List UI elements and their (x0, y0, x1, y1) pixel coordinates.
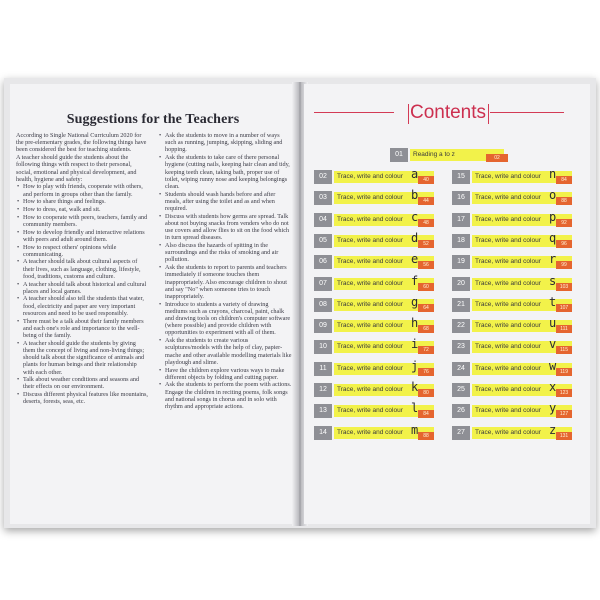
paragraph: A teacher should guide the students about the following things with respect to their personal, social, emotional and physical development, and health, hygiene and safety: (16, 154, 137, 183)
chapter-letter: f (411, 273, 419, 288)
bullet-item: • Ask the students to perform the poem with actions. Engage the children in reciting poems, folk songs and national songs in chorus and in solo with rhythm and appropriate actions. (158, 381, 292, 410)
page-number: 111 (556, 325, 572, 333)
chapter-label: Trace, write and colour (334, 299, 434, 311)
chapter-letter: d (411, 230, 419, 245)
chapter-number: 14 (314, 426, 332, 440)
bullet-item: • Ask the students to take care of there personal hygiene (cutting nails, keeping hair clean and tidy, keeping teeth clean, taking bath, proper use of toilet, wiping runny nose and keeping belongings clean. (158, 154, 292, 190)
chapter-letter: z (549, 422, 557, 437)
chapter-number: 09 (314, 319, 332, 333)
chapter-number: 15 (452, 170, 470, 184)
chapter-number: 16 (452, 191, 470, 205)
chapter-label: Trace, write and colour (334, 363, 434, 375)
bullet-item: • A teacher should talk about historical and cultural places and local games. (16, 281, 148, 295)
chapter-number: 25 (452, 383, 470, 397)
page-number: 99 (556, 261, 572, 269)
chapter-label: Trace, write and colour (334, 341, 434, 353)
chapter-label: Trace, write and colour (334, 384, 434, 396)
bullet-item: • A teacher should also tell the students that water, food, electricity and paper are very important resources and need to be used responsibly. (16, 295, 148, 317)
chapter-number: 27 (452, 426, 470, 440)
chapter-number: 11 (314, 362, 332, 376)
chapter-label: Trace, write and colour (472, 341, 572, 353)
chapter-number: 08 (314, 298, 332, 312)
chapter-number: 07 (314, 277, 332, 291)
chapter-number: 26 (452, 404, 470, 418)
chapter-number: 13 (314, 404, 332, 418)
chapter-label: Reading a to z (410, 149, 504, 161)
chapter-letter: r (549, 252, 557, 267)
bullet-item: • Ask the students to report to parents and teachers immediately if someone touches them inappropriately. Also encourage children to shout and say "No" when someone tries to touch inappropriately. (158, 264, 292, 300)
bullet-item: • How to play with friends, cooperate with others, and perform in groups other than the family. (16, 183, 148, 197)
text-column-1 (16, 132, 148, 406)
page-number: 76 (418, 368, 434, 376)
open-book (4, 78, 596, 528)
chapter-letter: o (549, 188, 557, 203)
chapter-letter: a (411, 167, 419, 181)
title-bracket-right (488, 104, 489, 124)
bullet-item: • Ask the students to create various sculptures/models with the help of clay, papier-mache and other available modelling materials like playdough and slime. (158, 337, 292, 366)
chapter-label: Trace, write and colour (472, 299, 572, 311)
page-number: 84 (418, 410, 434, 418)
page-number: 44 (418, 197, 434, 205)
chapter-label: Trace, write and colour (472, 192, 572, 204)
chapter-letter: y (549, 401, 557, 416)
bullet-item: • Also discuss the hazards of spitting in the surroundings and the risks of smoking and air pollution. (158, 242, 292, 264)
bullet-item: • Discuss with students how germs are spread. Talk about not buying snacks from venders who do not use covers and allow flies to sit on the food which in turn spread diseases. (158, 213, 292, 242)
bullet-item: • Ask the students to move in a number of ways such as running, jumping, skipping, sliding and hopping. (158, 132, 292, 154)
chapter-letter: p (549, 209, 557, 224)
page-number: 68 (418, 325, 434, 333)
page-number: 96 (556, 240, 572, 248)
page-number: 103 (556, 283, 572, 291)
chapter-label: Trace, write and colour (334, 171, 434, 183)
page-number: 48 (418, 219, 434, 227)
chapter-number: 02 (314, 170, 332, 184)
bullet-item: • How to share things and feelings. (16, 198, 148, 205)
chapter-label: Trace, write and colour (472, 256, 572, 268)
chapter-letter: t (549, 294, 557, 309)
right-page (304, 84, 590, 524)
chapter-letter: j (411, 358, 419, 373)
chapter-number: 17 (452, 213, 470, 227)
page-number: 92 (556, 219, 572, 227)
chapter-letter: q (549, 230, 557, 245)
page-number: 88 (556, 197, 572, 205)
chapter-label: Trace, write and colour (472, 384, 572, 396)
chapter-number: 04 (314, 213, 332, 227)
bullet-item: • How to cooperate with peers, teachers, family and community members. (16, 214, 148, 228)
chapter-letter: m (411, 422, 419, 437)
contents-title: Contents (409, 102, 487, 123)
chapter-label: Trace, write and colour (334, 256, 434, 268)
chapter-letter: c (411, 209, 419, 224)
chapter-number: 03 (314, 191, 332, 205)
chapter-letter: w (549, 358, 557, 373)
page-number: 88 (418, 432, 434, 440)
chapter-letter: g (411, 294, 419, 309)
page-number: 84 (556, 176, 572, 184)
page-number: 131 (556, 432, 572, 440)
chapter-label: Trace, write and colour (472, 278, 572, 290)
chapter-letter: v (549, 337, 557, 352)
page-number: 107 (556, 304, 572, 312)
chapter-label: Trace, write and colour (334, 235, 434, 247)
page-title: Suggestions for the Teachers (66, 112, 240, 127)
chapter-number: 19 (452, 255, 470, 269)
chapter-number: 23 (452, 340, 470, 354)
bullet-item: • Introduce to students a variety of drawing mediums such as crayons, charcoal, paint, chalk and drawing tools on children's computer software (where possible) and provide children with opportunities to experiment with all of them. (158, 301, 292, 337)
chapter-number: 05 (314, 234, 332, 248)
chapter-letter: s (549, 273, 557, 288)
page-number: 40 (418, 176, 434, 184)
bullet-item: • How to respect others' opinions while communicating. (16, 244, 148, 258)
bullet-item: • Talk about weather conditions and seasons and their effects on our environment. (16, 376, 148, 390)
chapter-number: 18 (452, 234, 470, 248)
chapter-label: Trace, write and colour (472, 405, 572, 417)
bullet-item: • Discuss different physical features like mountains, deserts, forests, seas, etc. (16, 391, 148, 405)
page-number: 60 (418, 283, 434, 291)
text-column-2 (158, 132, 292, 411)
page-number: 80 (418, 389, 434, 397)
chapter-number: 10 (314, 340, 332, 354)
chapter-letter: k (411, 380, 419, 394)
page-number: 119 (556, 368, 572, 376)
chapter-number: 12 (314, 383, 332, 397)
chapter-label: Trace, write and colour (472, 363, 572, 375)
chapter-number: 21 (452, 298, 470, 312)
chapter-number: 06 (314, 255, 332, 269)
chapter-letter: l (411, 401, 419, 416)
bullet-item: • A teacher should guide the students by giving them the concept of living and non-living things; should talk about the significance of animals and plants for human beings and their relationship with each other. (16, 340, 148, 376)
chapter-label: Trace, write and colour (334, 192, 434, 204)
page-number: 64 (418, 304, 434, 312)
bullet-item: • A teacher should talk about cultural aspects of their lives, such as language, clothing, lifestyle, food, traditions, customs and culture. (16, 258, 148, 280)
page-number: 123 (556, 389, 572, 397)
paragraph: According to Single National Curriculum 2020 for the pre-elementary grades, the following things have been considered the best for teaching students. (16, 132, 147, 154)
left-page (10, 84, 296, 524)
bullet-item: • How to develop friendly and interactive relations with peers and adult around them. (16, 229, 148, 243)
bullet-item: • There must be a talk about their family members and each one's role and importance to the well-being of the family. (16, 318, 148, 340)
chapter-label: Trace, write and colour (334, 214, 434, 226)
chapter-letter: i (411, 337, 419, 352)
chapter-number: 01 (390, 148, 408, 162)
page-number: 115 (556, 346, 572, 354)
chapter-label: Trace, write and colour (472, 427, 572, 439)
chapter-label: Trace, write and colour (334, 320, 434, 332)
chapter-label: Trace, write and colour (472, 171, 572, 183)
chapter-number: 24 (452, 362, 470, 376)
chapter-number: 22 (452, 319, 470, 333)
chapter-label: Trace, write and colour (334, 405, 434, 417)
page-number: 52 (418, 240, 434, 248)
chapter-letter: n (549, 167, 557, 181)
chapter-label: Trace, write and colour (472, 235, 572, 247)
title-rule-right (490, 112, 564, 113)
chapter-label: Trace, write and colour (334, 278, 434, 290)
chapter-letter: x (549, 380, 557, 394)
page-number: 72 (418, 346, 434, 354)
chapter-letter: u (549, 316, 557, 331)
chapter-label: Trace, write and colour (472, 214, 572, 226)
chapter-letter: h (411, 316, 419, 331)
page-number: 02 (486, 154, 508, 162)
chapter-number: 20 (452, 277, 470, 291)
bullet-item: • Have the children explore various ways to make different objects by folding and cutting paper. (158, 367, 292, 381)
title-rule-left (314, 112, 394, 113)
chapter-letter: b (411, 188, 419, 203)
bullet-item: • Students should wash hands before and after meals, after using the toilet and as and when required. (158, 191, 292, 213)
page-number: 56 (418, 261, 434, 269)
page-number: 127 (556, 410, 572, 418)
chapter-label: Trace, write and colour (472, 320, 572, 332)
chapter-label: Trace, write and colour (334, 427, 434, 439)
chapter-letter: e (411, 252, 419, 267)
bullet-item: • How to dress, eat, walk and sit. (16, 206, 148, 213)
